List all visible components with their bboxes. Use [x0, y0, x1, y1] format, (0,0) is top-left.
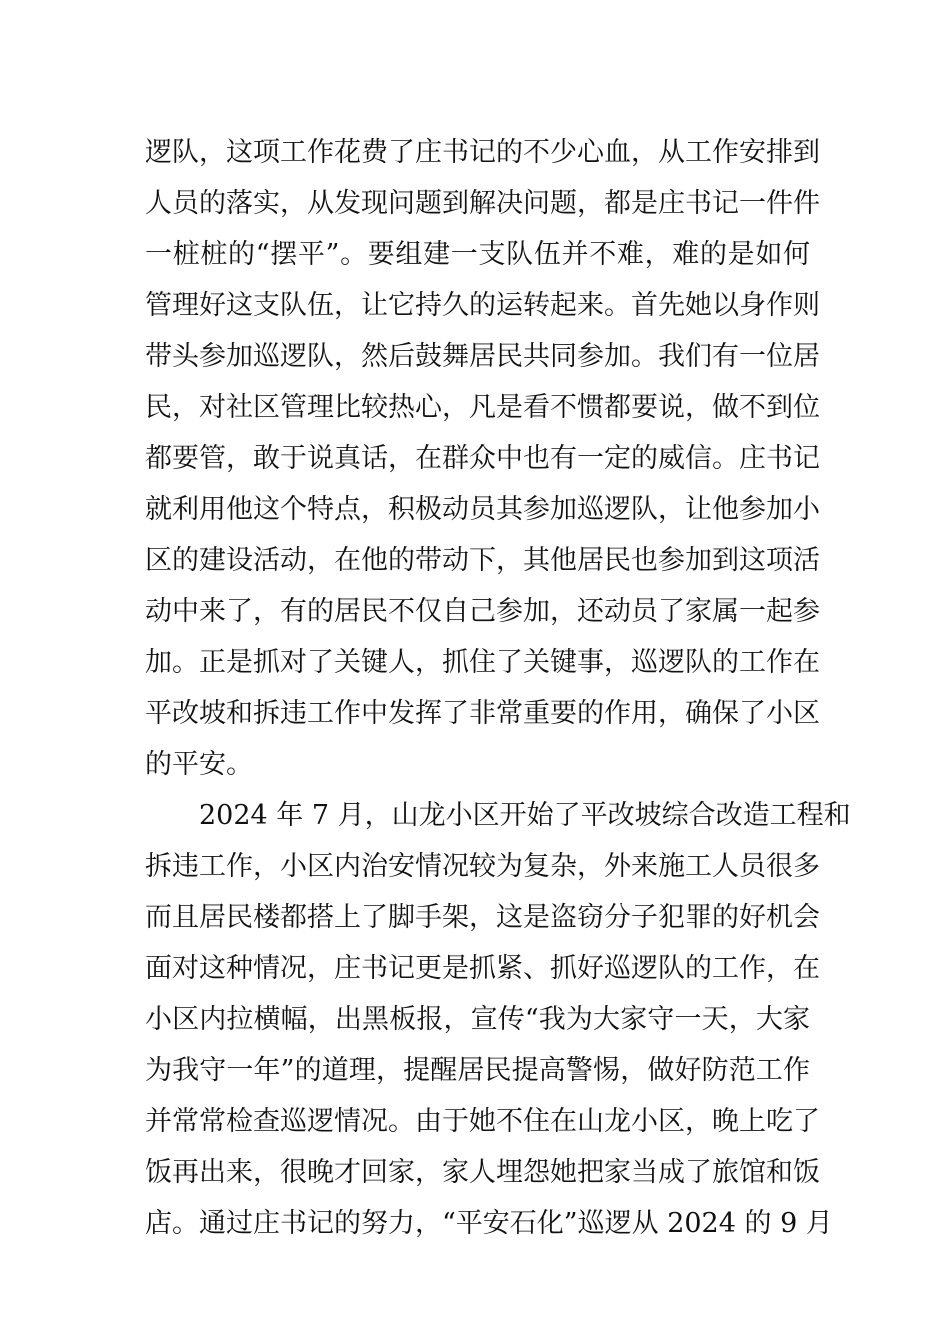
text-line: 动中来了，有的居民不仅自己参加，还动员了家属一起参 — [145, 596, 820, 627]
text-line: 为我守一年”的道理，提醒居民提高警惕，做好防范工作 — [145, 1055, 810, 1086]
text-line: 的平安。 — [145, 749, 253, 780]
text-line: 人员的落实，从发现问题到解决问题，都是庄书记一件件 — [145, 188, 820, 219]
text-line: 店。通过庄书记的努力，“平安石化”巡逻从 2024 的 9 月 — [145, 1208, 833, 1239]
text-line: 就利用他这个特点，积极动员其参加巡逻队，让他参加小 — [145, 494, 820, 525]
text-line: 拆违工作，小区内治安情况较为复杂，外来施工人员很多 — [145, 851, 820, 882]
paragraph-1 — [145, 127, 820, 790]
body-text — [145, 127, 851, 1249]
text-line: 饭再出来，很晚才回家，家人埋怨她把家当成了旅馆和饭 — [145, 1157, 820, 1188]
text-line: 区的建设活动，在他的带动下，其他居民也参加到这项活 — [145, 545, 820, 576]
text-line: 管理好这支队伍，让它持久的运转起来。首先她以身作则 — [145, 290, 820, 321]
text-line: 小区内拉横幅，出黑板报，宣传“我为大家守一天，大家 — [145, 1004, 810, 1035]
text-line: 一桩桩的“摆平”。要组建一支队伍并不难，难的是如何 — [145, 239, 810, 270]
text-line: 都要管，敢于说真话，在群众中也有一定的威信。庄书记 — [145, 443, 820, 474]
text-line: 加。正是抓对了关键人，抓住了关键事，巡逻队的工作在 — [145, 647, 820, 678]
text-line: 平改坡和拆违工作中发挥了非常重要的作用，确保了小区 — [145, 698, 820, 729]
text-line: 面对这种情况，庄书记更是抓紧、抓好巡逻队的工作，在 — [145, 953, 820, 984]
text-line: 带头参加巡逻队，然后鼓舞居民共同参加。我们有一位居 — [145, 341, 820, 372]
text-line: 民，对社区管理比较热心，凡是看不惯都要说，做不到位 — [145, 392, 820, 423]
text-line: 2024 年 7 月，山龙小区开始了平改坡综合改造工程和 — [199, 800, 851, 831]
text-line: 而且居民楼都搭上了脚手架，这是盗窃分子犯罪的好机会 — [145, 902, 820, 933]
text-line: 逻队，这项工作花费了庄书记的不少心血，从工作安排到 — [145, 137, 820, 168]
paragraph-2 — [145, 790, 851, 1249]
text-line: 并常常检查巡逻情况。由于她不住在山龙小区，晚上吃了 — [145, 1106, 820, 1137]
